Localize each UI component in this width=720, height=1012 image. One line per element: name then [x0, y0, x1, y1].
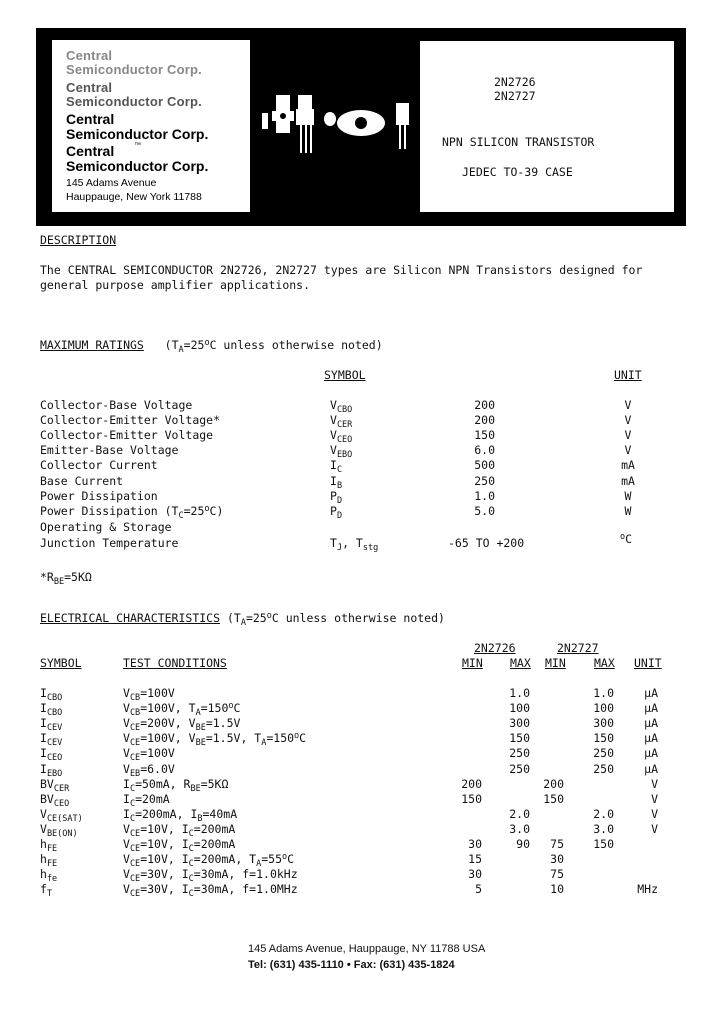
elec-min-1: 15: [468, 852, 482, 867]
package-hole-icon: [280, 113, 286, 119]
logo-faded-line: Central: [66, 48, 113, 63]
package-hole-icon: [355, 117, 367, 129]
elec-unit: μA: [644, 716, 658, 731]
rating-unit: W: [624, 503, 632, 518]
logo-faded-line: Central: [66, 80, 113, 95]
rating-unit: V: [624, 413, 632, 428]
elec-max-1: 100: [509, 701, 530, 716]
elec-unit: μA: [644, 731, 658, 746]
elec-symbol: $V_{CE(SAT)}$: [40, 806, 83, 824]
elec-test-condition: $V_{CE}=100V$: [123, 746, 175, 764]
rating-value: 1.0: [474, 488, 495, 503]
elec-symbol: $I_{CBO}$: [40, 701, 63, 719]
rating-symbol: $P_D$: [330, 503, 343, 521]
rating-unit: V: [624, 428, 632, 443]
brand-name-line: Semiconductor Corp.: [66, 158, 209, 174]
elec-min-2: 30: [550, 852, 564, 867]
op-temp-label-2: Junction Temperature: [40, 536, 179, 550]
elec-max-2: 3.0: [593, 821, 614, 836]
description-line-2: general purpose amplifier applications.: [40, 278, 311, 292]
rating-value: 250: [474, 473, 495, 488]
elec-unit: V: [651, 776, 658, 791]
op-temp-label-1: Operating & Storage: [40, 520, 172, 534]
max-ratings-heading: MAXIMUM RATINGS: [40, 338, 144, 352]
electrical-col-symbol: SYMBOL: [40, 656, 82, 670]
elec-symbol: $h_{FE}$: [40, 852, 58, 870]
rating-symbol: $I_C$: [330, 458, 343, 476]
rating-value: 150: [474, 428, 495, 443]
trademark-mark: ™: [134, 142, 141, 149]
elec-max-2: 150: [593, 837, 614, 851]
rating-param: Base Current: [40, 473, 124, 488]
electrical-heading: ELECTRICAL CHARACTERISTICS: [40, 611, 221, 625]
elec-symbol: $I_{CBO}$: [40, 686, 63, 703]
rating-value: 200: [474, 398, 495, 412]
elec-max-2: 300: [593, 716, 614, 731]
electrical-col-max-2: MAX: [594, 656, 615, 670]
rating-symbol: $V_{CBO}$: [330, 398, 353, 415]
logo-address-city: Hauppauge, New York 11788: [66, 191, 202, 203]
elec-max-1: 1.0: [509, 686, 530, 700]
footer-contact: Tel: (631) 435-1110 • Fax: (631) 435-1824: [248, 959, 455, 971]
description-line-1: The CENTRAL SEMICONDUCTOR 2N2726, 2N2727 types are Silicon NPN Transistors designed for: [40, 263, 643, 277]
elec-test-condition: $I_C=200mA$, $I_B=40mA$: [123, 806, 238, 824]
elec-min-2: 200: [543, 776, 564, 791]
logo-faded-line: Semiconductor Corp.: [66, 62, 202, 77]
elec-min-2: 75: [550, 837, 564, 851]
company-logo-box: [52, 40, 250, 212]
elec-max-1: 150: [509, 731, 530, 746]
elec-symbol: $V_{BE(ON)}$: [40, 821, 78, 839]
elec-max-1: 250: [509, 761, 530, 776]
elec-test-condition: $V_{CE}=10V$, $I_C=200mA$: [123, 837, 236, 854]
brand-name-line: Central: [66, 143, 115, 159]
part-number-2: 2N2727: [494, 89, 536, 103]
rating-unit: mA: [621, 473, 635, 488]
elec-max-2: 2.0: [593, 806, 614, 821]
part-number-1: 2N2726: [494, 75, 536, 89]
electrical-condition: ($T_A=25^oC$ unless otherwise noted): [226, 611, 445, 628]
elec-test-condition: $V_{CE}=10V$, $I_C=200mA$, $T_A=55^oC$: [123, 852, 295, 870]
footer-address: 145 Adams Avenue, Hauppauge, NY 11788 USA: [248, 943, 486, 955]
elec-max-1: 250: [509, 746, 530, 761]
elec-test-condition: $V_{CE}=200V$, $V_{BE}=1.5V$: [123, 716, 241, 734]
max-ratings-title: [40, 338, 383, 355]
elec-test-condition: $V_{CE}=30V$, $I_C=30mA$, f=1.0MHz: [123, 882, 298, 900]
elec-unit: μA: [644, 701, 658, 716]
case-type: JEDEC TO-39 CASE: [462, 165, 573, 179]
elec-symbol: $h_{FE}$: [40, 837, 58, 854]
elec-symbol: $BV_{CER}$: [40, 776, 70, 794]
elec-max-2: 150: [593, 731, 614, 746]
elec-test-condition: $V_{CE}=30V$, $I_C=30mA$, f=1.0kHz: [123, 867, 298, 885]
rating-value: 5.0: [474, 503, 495, 518]
elec-unit: MHz: [637, 882, 658, 897]
transistor-type: NPN SILICON TRANSISTOR: [442, 135, 595, 149]
electrical-col-unit: UNIT: [634, 656, 662, 670]
electrical-col-test: TEST CONDITIONS: [123, 656, 227, 670]
elec-max-1: 3.0: [509, 821, 530, 836]
rating-value: 200: [474, 413, 495, 428]
elec-unit: V: [651, 821, 658, 836]
elec-max-2: 250: [593, 746, 614, 761]
op-temp-value: -65 TO +200: [448, 536, 525, 550]
logo-address-street: 145 Adams Avenue: [66, 177, 157, 189]
elec-unit: μA: [644, 761, 658, 776]
rating-symbol: $I_B$: [330, 473, 343, 491]
logo-faded-line: Semiconductor Corp.: [66, 94, 202, 109]
part-info-box: [420, 41, 674, 212]
rating-unit: W: [624, 488, 632, 503]
rating-param: Emitter-Base Voltage: [40, 443, 179, 458]
elec-symbol: $f_T$: [40, 882, 53, 900]
op-temp-unit: $^o$C: [620, 532, 633, 546]
elec-max-2: 250: [593, 761, 614, 776]
max-ratings-col-symbol: SYMBOL: [324, 368, 366, 382]
rating-symbol: $V_{CER}$: [330, 413, 353, 431]
electrical-part-2: 2N2727: [557, 641, 599, 655]
elec-max-1: 90: [516, 837, 530, 851]
op-temp-symbol: $T_J$, $T_{stg}$: [330, 536, 379, 553]
elec-min-1: 200: [461, 776, 482, 791]
elec-test-condition: $V_{CE}=100V$, $V_{BE}=1.5V$, $T_A=150^oC$: [123, 731, 307, 749]
elec-unit: V: [651, 791, 658, 806]
elec-symbol: $I_{CEV}$: [40, 731, 63, 749]
description-heading: DESCRIPTION: [40, 233, 117, 247]
electrical-col-max-1: MAX: [510, 656, 531, 670]
elec-symbol: $I_{CEO}$: [40, 746, 63, 764]
elec-symbol: $h_{fe}$: [40, 867, 58, 885]
rating-param: Collector Current: [40, 458, 158, 473]
elec-test-condition: $V_{CE}=10V$, $I_C=200mA$: [123, 821, 236, 839]
rating-symbol: $V_{EBO}$: [330, 443, 353, 461]
brand-name-line: Semiconductor Corp.: [66, 126, 209, 142]
rating-value: 6.0: [474, 443, 495, 458]
elec-min-1: 150: [461, 791, 482, 806]
transistor-packages-illustration: [258, 85, 418, 160]
electrical-part-1: 2N2726: [474, 641, 516, 655]
elec-max-1: 300: [509, 716, 530, 731]
rating-unit: V: [624, 443, 632, 458]
elec-min-1: 30: [468, 837, 482, 851]
elec-test-condition: $V_{CB}=100V$: [123, 686, 175, 703]
rating-param: Power Dissipation $(T_C=25^oC)$: [40, 503, 224, 521]
rating-symbol: $V_{CEO}$: [330, 428, 353, 446]
elec-min-1: 5: [475, 882, 482, 897]
rating-param: Collector-Emitter Voltage: [40, 428, 214, 443]
max-ratings-condition: ($T_A=25^oC$ unless otherwise noted): [164, 338, 383, 355]
elec-max-1: 2.0: [509, 806, 530, 821]
elec-symbol: $I_{CEV}$: [40, 716, 63, 734]
electrical-col-min-2: MIN: [545, 656, 566, 670]
rating-param: Collector-Base Voltage: [40, 398, 193, 412]
rating-param: Collector-Emitter Voltage*: [40, 413, 221, 428]
rating-unit: mA: [621, 458, 635, 473]
elec-max-2: 100: [593, 701, 614, 716]
rating-param: Power Dissipation: [40, 488, 158, 503]
rating-value: 500: [474, 458, 495, 473]
elec-min-2: 10: [550, 882, 564, 897]
elec-unit: μA: [644, 746, 658, 761]
elec-min-1: 30: [468, 867, 482, 882]
elec-test-condition: $I_C=20mA$: [123, 791, 170, 809]
footnote-rbe: $*R_{BE}=5K\Omega$: [40, 570, 92, 587]
elec-symbol: $I_{EBO}$: [40, 761, 63, 779]
elec-test-condition: $V_{EB}=6.0V$: [123, 761, 175, 779]
to39-package-icon: [262, 95, 409, 153]
electrical-col-min-1: MIN: [462, 656, 483, 670]
elec-unit: μA: [644, 686, 658, 700]
elec-test-condition: $V_{CB}=100V$, $T_A=150^oC$: [123, 701, 241, 719]
rating-unit: V: [624, 398, 632, 412]
elec-min-2: 150: [543, 791, 564, 806]
max-ratings-col-unit: UNIT: [614, 368, 642, 382]
elec-symbol: $BV_{CEO}$: [40, 791, 70, 809]
brand-name-line: Central: [66, 111, 115, 127]
elec-min-2: 75: [550, 867, 564, 882]
rating-symbol: $P_D$: [330, 488, 343, 506]
electrical-title: [40, 611, 445, 628]
elec-max-2: 1.0: [593, 686, 614, 700]
elec-unit: V: [651, 806, 658, 821]
elec-test-condition: $I_C=50mA$, $R_{BE}=5K\Omega$: [123, 776, 229, 794]
